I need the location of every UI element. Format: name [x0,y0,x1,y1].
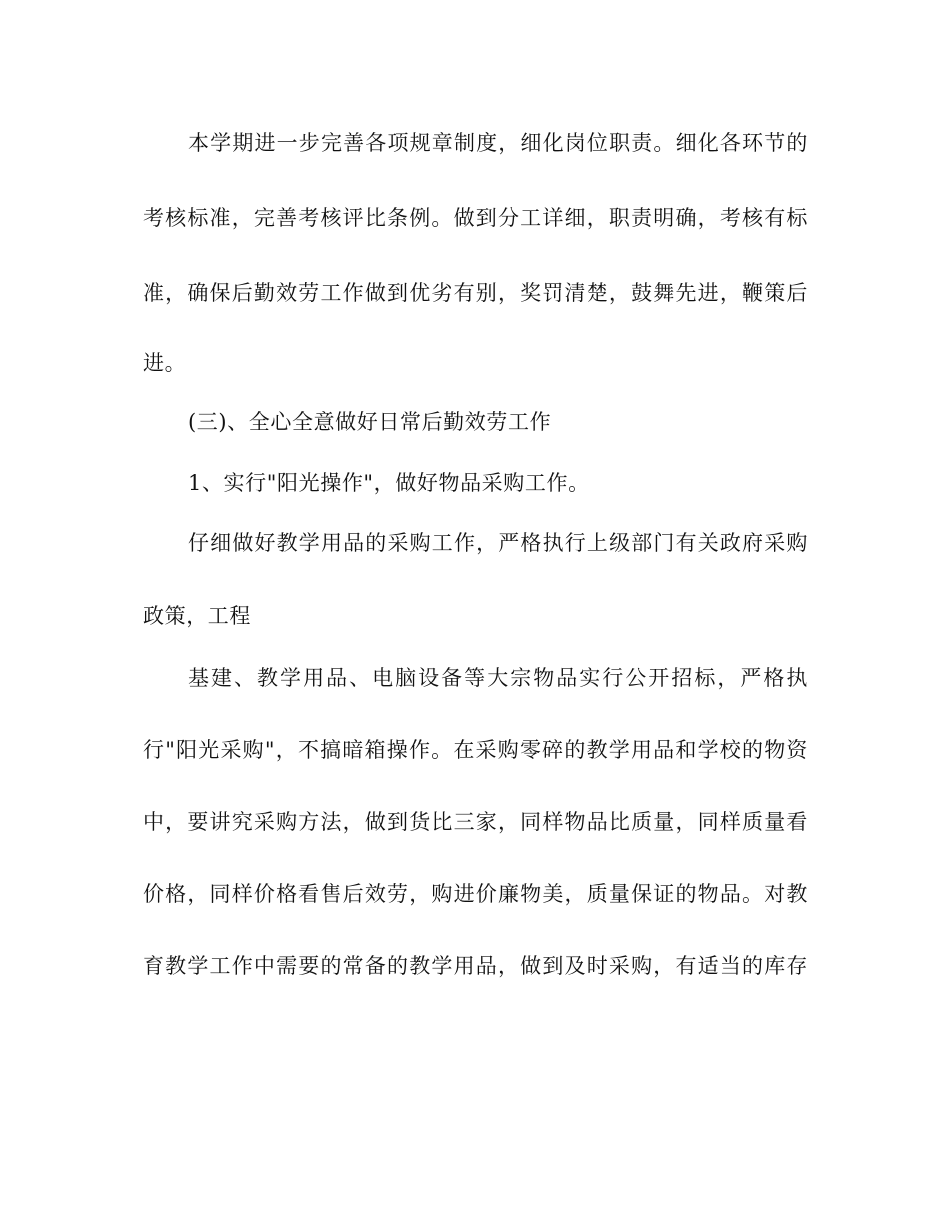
paragraph-line: 育教学工作中需要的常备的教学用品，做到及时采购，有适当的库存 [143,954,808,978]
paragraph-line: 价格，同样价格看售后效劳，购进价廉物美，质量保证的物品。对教 [143,882,808,906]
section-heading: (三)、全心全意做好日常后勤效劳工作 [188,410,552,434]
paragraph-line: 中，要讲究采购方法，做到货比三家，同样物品比质量，同样质量看 [143,810,808,834]
paragraph-line: 考核标准，完善考核评比条例。做到分工详细，职责明确，考核有标 [143,206,808,230]
subsection-heading: 1、实行"阳光操作"，做好物品采购工作。 [188,471,590,495]
paragraph-line: 本学期进一步完善各项规章制度，细化岗位职责。细化各环节的 [188,131,808,155]
paragraph-line: 基建、教学用品、电脑设备等大宗物品实行公开招标，严格执 [188,666,808,690]
paragraph-line: 进。 [143,351,187,375]
paragraph-line: 仔细做好教学用品的采购工作，严格执行上级部门有关政府采购 [188,531,808,555]
paragraph-line: 准，确保后勤效劳工作做到优劣有别，奖罚清楚，鼓舞先进，鞭策后 [143,281,808,305]
paragraph-line: 政策，工程 [143,604,251,628]
paragraph-line: 行"阳光采购"，不搞暗箱操作。在采购零碎的教学用品和学校的物资 [143,738,808,762]
